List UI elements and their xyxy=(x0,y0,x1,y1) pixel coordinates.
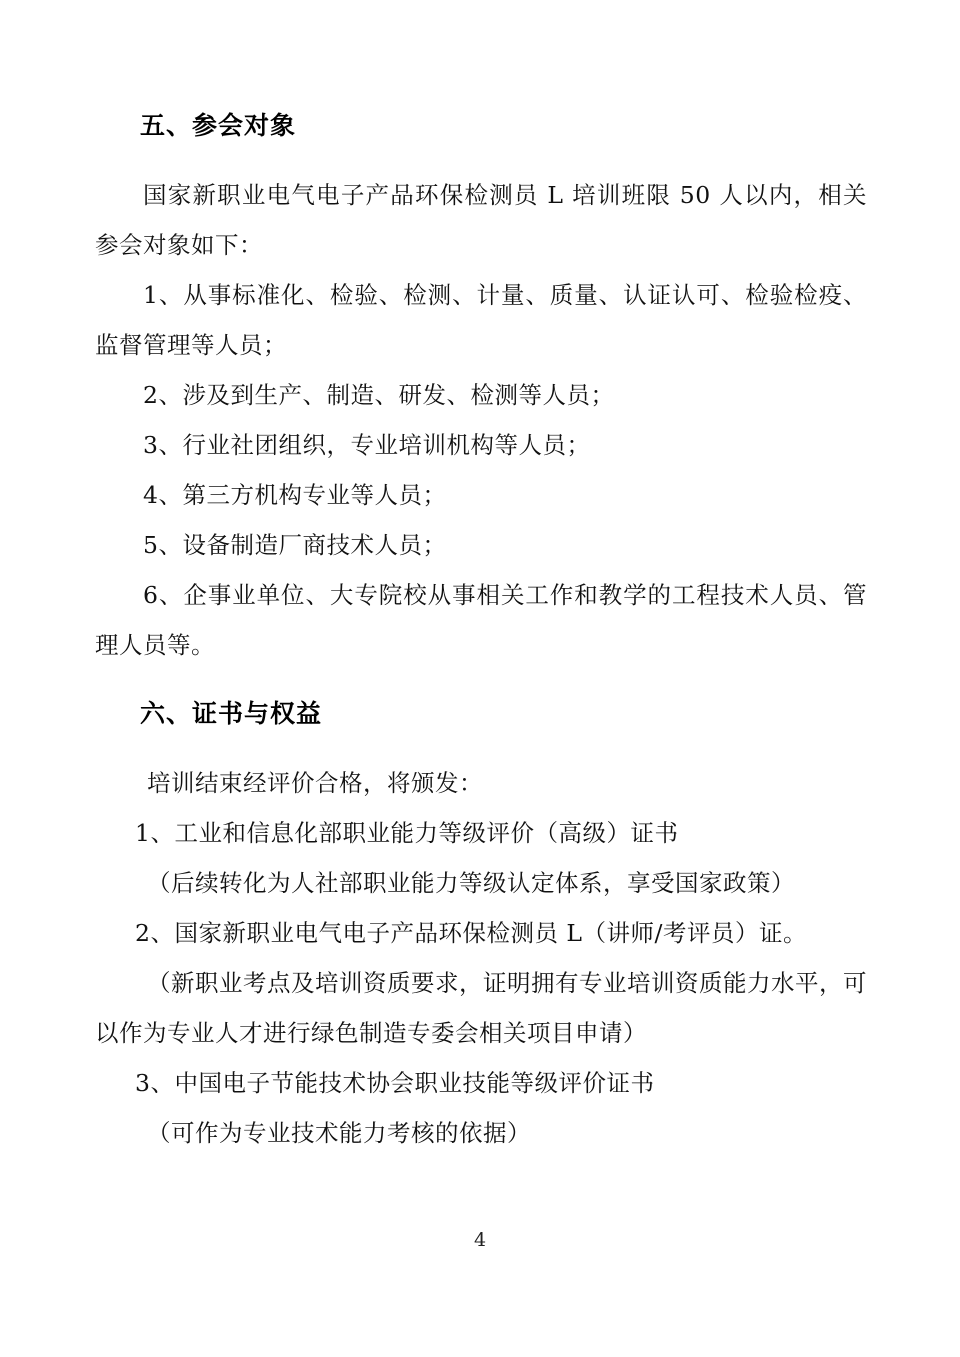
list-item-attendee-2: 2、涉及到生产、制造、研发、检测等人员； xyxy=(143,381,615,409)
note-certificate-2: （新职业考点及培训资质要求，证明拥有专业培训资质能力水平，可以作为专业人才进行绿色制造专委会相关项目申请） xyxy=(95,969,867,1047)
list-item-attendee-3: 3、行业社团组织，专业培训机构等人员； xyxy=(143,431,591,459)
list-item-certificate-3: 3、中国电子节能技术协会职业技能等级评价证书 xyxy=(135,1069,655,1097)
list-item-attendee-1: 1、从事标准化、检验、检测、计量、质量、认证认可、检验检疫、监督管理等人员； xyxy=(95,281,867,359)
page-number: 4 xyxy=(473,1229,487,1251)
list-item-attendee-6: 6、企事业单位、大专院校从事相关工作和教学的工程技术人员、管理人员等。 xyxy=(95,581,867,659)
section-heading-six: 六、证书与权益 xyxy=(140,699,323,728)
spacer xyxy=(95,144,867,170)
list-item-attendee-5: 5、设备制造厂商技术人员； xyxy=(143,531,447,559)
paragraph-certificate-intro: 培训结束经评价合格，将颁发： xyxy=(147,769,483,797)
list-item-certificate-1: 1、工业和信息化部职业能力等级评价（高级）证书 xyxy=(135,819,679,847)
note-certificate-3: （可作为专业技术能力考核的依据） xyxy=(147,1119,531,1147)
page-content xyxy=(95,108,867,1158)
note-certificate-1: （后续转化为人社部职业能力等级认定体系，享受国家政策） xyxy=(147,869,795,897)
section-heading-five: 五、参会对象 xyxy=(140,111,297,140)
list-item-certificate-2: 2、国家新职业电气电子产品环保检测员 L（讲师/考评员）证。 xyxy=(135,919,807,947)
spacer xyxy=(95,670,867,696)
paragraph-attendee-intro: 国家新职业电气电子产品环保检测员 L 培训班限 50 人以内，相关参会对象如下： xyxy=(95,181,867,259)
list-item-attendee-4: 4、第三方机构专业等人员； xyxy=(143,481,447,509)
spacer xyxy=(95,732,867,758)
